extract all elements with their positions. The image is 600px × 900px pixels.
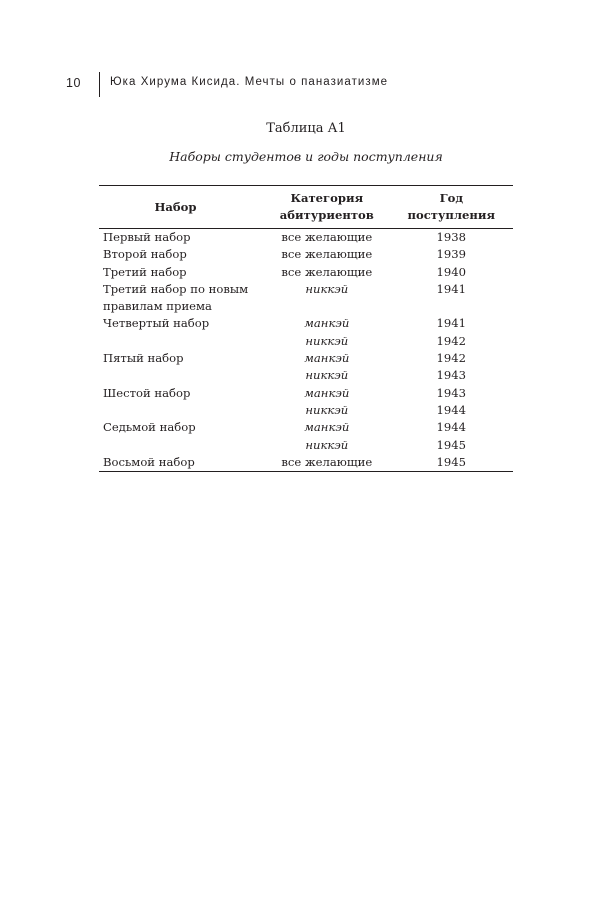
- cell-category: манкэй: [304, 420, 350, 435]
- table-row: [99, 246, 513, 263]
- cell-category: манкэй: [304, 351, 350, 366]
- cell-set: Четвертый набор: [103, 316, 210, 331]
- cell-set: Шестой набор: [103, 385, 191, 400]
- cell-category: все желающие: [281, 454, 373, 469]
- cell-category: манкэй: [304, 385, 350, 400]
- table-header-row: [99, 186, 513, 229]
- running-title: Юка Хирума Кисида. Мечты о паназиатизме: [110, 76, 389, 88]
- cell-set: [99, 437, 264, 454]
- cell-category: манкэй: [304, 316, 350, 331]
- cell-year: 1938: [436, 230, 467, 244]
- column-header-category-line1: Категория: [290, 191, 364, 205]
- table-label: Таблица А1: [266, 121, 346, 136]
- table-row: [99, 264, 513, 281]
- cell-year: 1945: [436, 437, 467, 452]
- table-row: [99, 402, 513, 419]
- cell-year: 1943: [436, 385, 467, 400]
- table-row: [99, 315, 513, 332]
- cell-year: 1943: [436, 368, 467, 383]
- cell-year: 1939: [436, 247, 467, 262]
- column-header-category: [264, 186, 390, 229]
- cell-category: никкэй: [305, 281, 349, 296]
- column-header-year-line2: поступления: [407, 208, 496, 222]
- cell-set: [99, 333, 264, 350]
- table-row: [99, 333, 513, 350]
- table-row: [99, 437, 513, 454]
- table-row: [99, 367, 513, 384]
- cell-year: 1942: [436, 351, 467, 366]
- cell-set: Седьмой набор: [103, 420, 196, 435]
- table-row: [99, 350, 513, 367]
- cell-category: все желающие: [281, 247, 373, 262]
- cell-year: 1942: [436, 333, 467, 348]
- cell-year: 1945: [436, 454, 467, 469]
- cell-category: никкэй: [305, 437, 349, 452]
- column-header-year: [390, 186, 513, 229]
- cell-year: 1944: [436, 402, 467, 417]
- cell-year: 1944: [436, 420, 467, 435]
- table-row: [99, 419, 513, 436]
- cell-category: никкэй: [305, 402, 349, 417]
- cell-year: 1941: [436, 281, 467, 296]
- cell-set: Пятый набор: [103, 351, 184, 366]
- page-number: 10: [66, 76, 81, 90]
- cell-set: Первый набор: [103, 230, 191, 244]
- cell-set: Третий набор по новым правилам приема: [103, 281, 249, 314]
- table-caption: Наборы студентов и годы поступления: [169, 149, 443, 164]
- cell-set: [99, 402, 264, 419]
- cell-category: все желающие: [281, 230, 373, 244]
- cell-year: 1940: [436, 264, 467, 279]
- running-head: [0, 72, 600, 100]
- cell-set: [99, 367, 264, 384]
- column-header-set-label: Набор: [154, 199, 197, 214]
- cell-set: Второй набор: [103, 247, 187, 262]
- table-row: [99, 385, 513, 402]
- cell-category: никкэй: [305, 368, 349, 383]
- header-divider: [99, 72, 100, 97]
- enrollment-table: [99, 185, 513, 472]
- cell-category: все желающие: [281, 264, 373, 279]
- cell-year: 1941: [436, 316, 467, 331]
- table-row: [99, 454, 513, 472]
- cell-set: Третий набор: [103, 264, 187, 279]
- column-header-category-line2: абитуриентов: [279, 208, 374, 222]
- cell-category: никкэй: [305, 333, 349, 348]
- column-header-year-line1: Год: [439, 191, 464, 205]
- table-row: [99, 229, 513, 247]
- column-header-set: [99, 186, 264, 229]
- cell-set: Восьмой набор: [103, 454, 195, 469]
- table-row: [99, 281, 513, 316]
